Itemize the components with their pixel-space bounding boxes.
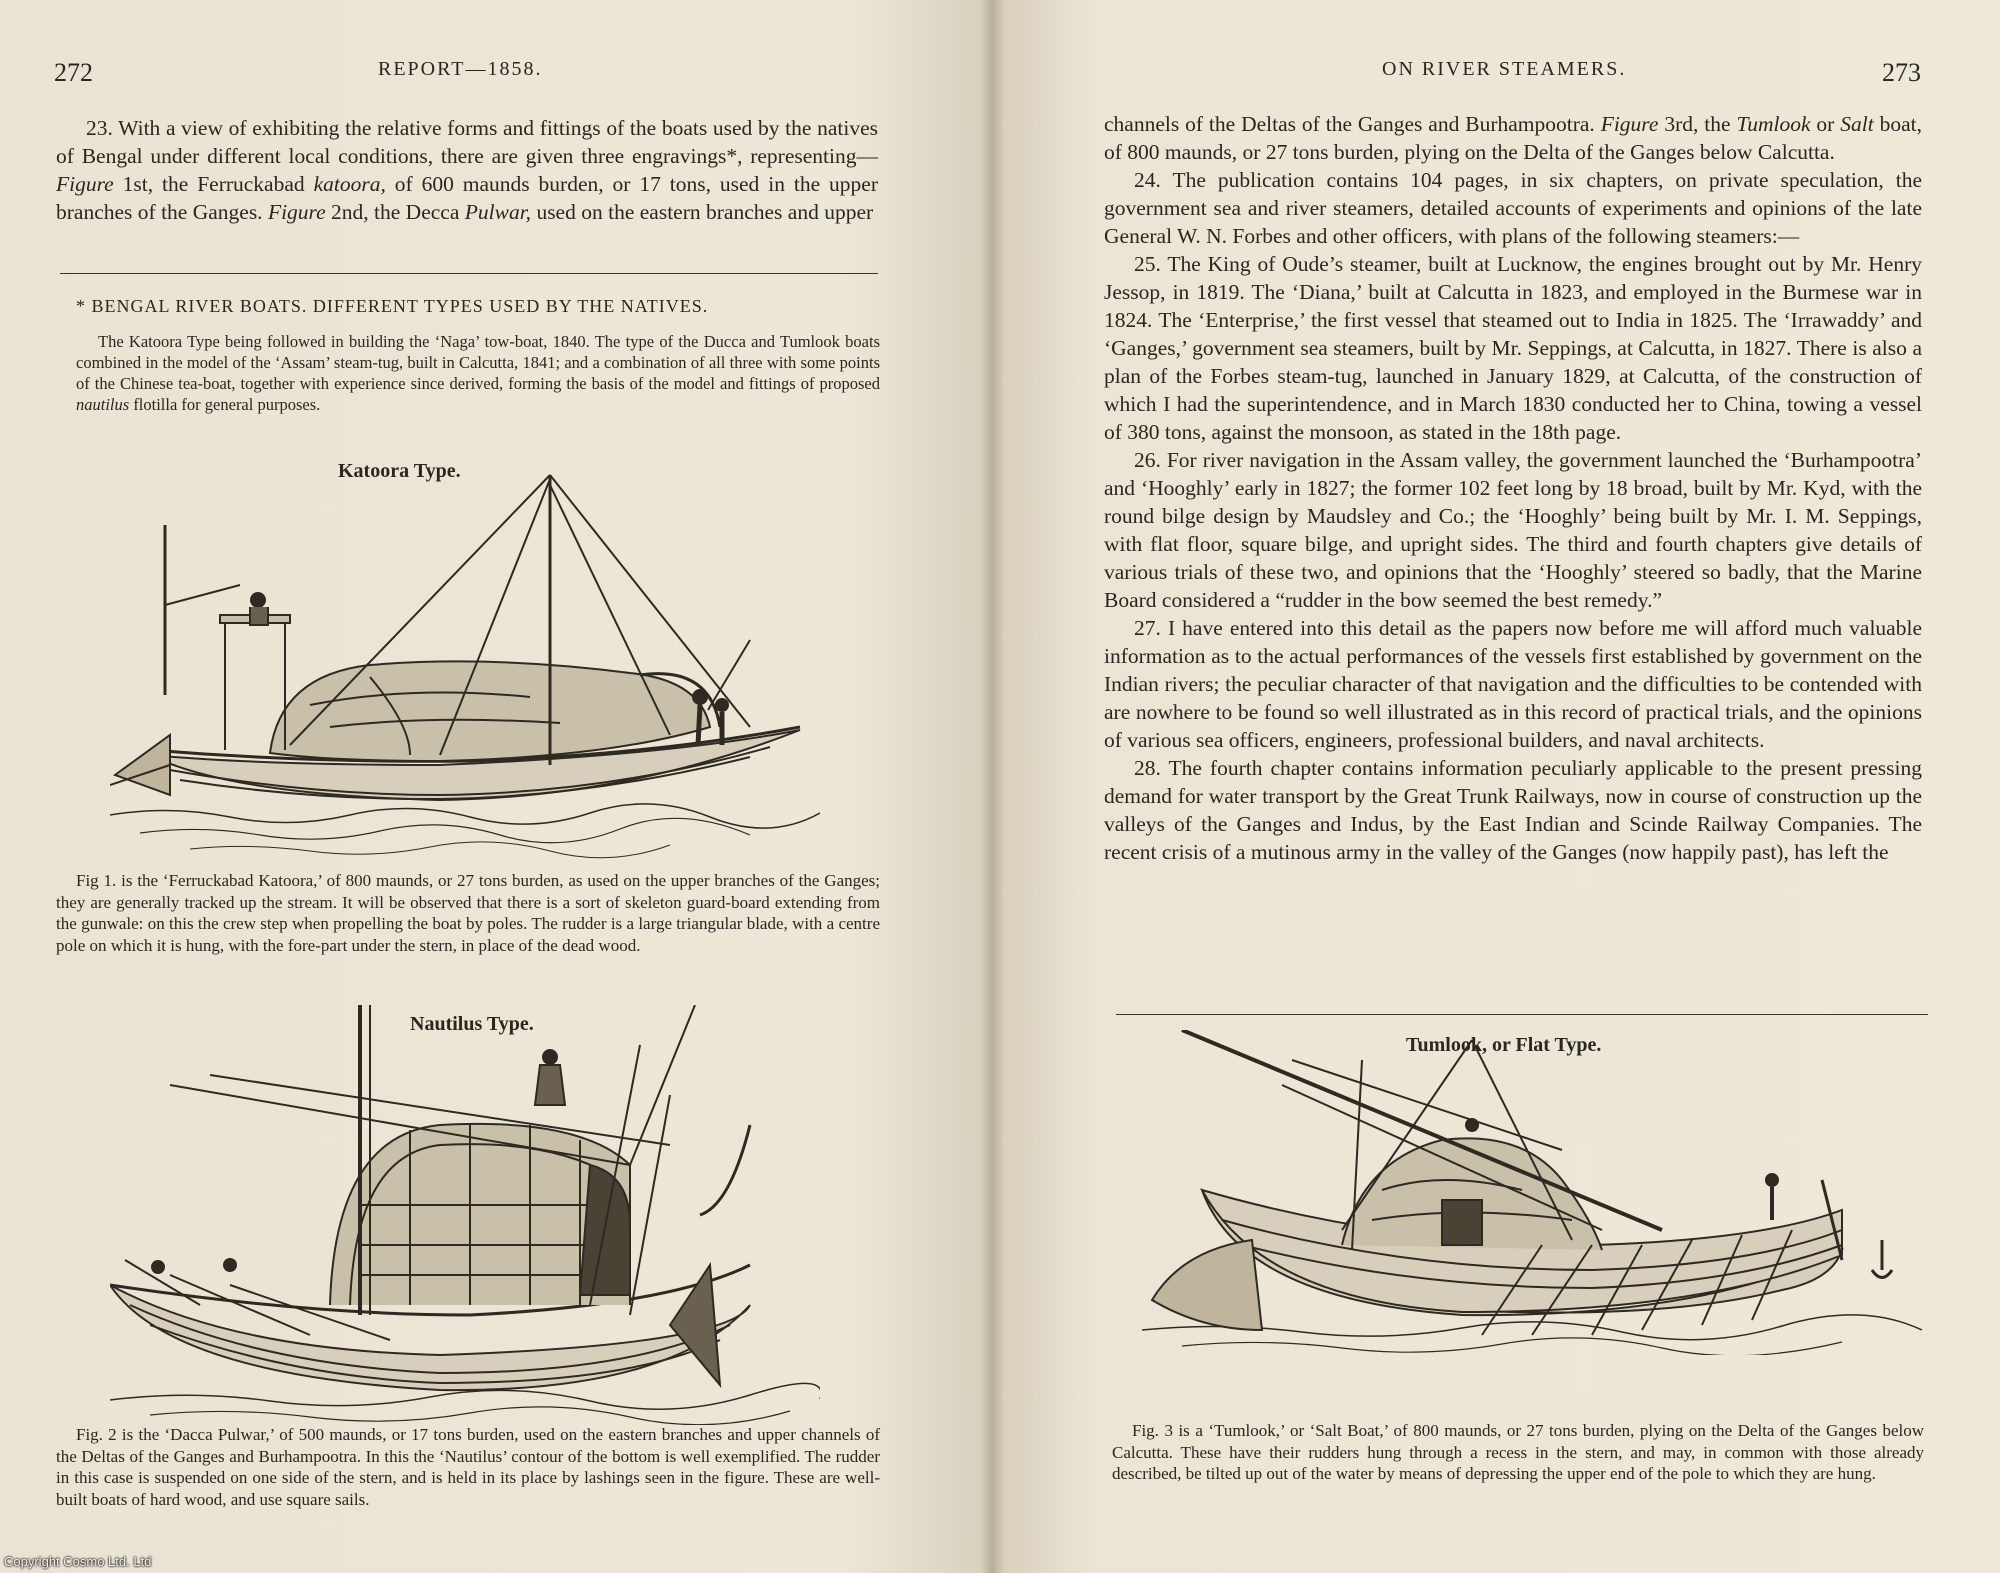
paragraph-23: 23. With a view of exhibiting the relative forms and fittings of the boats used by the natives of Bengal under different local conditions, there are given three engravings*, representing—Figure 1st, the Ferruckabad katoora, of 600 maunds burden, or 17 tons, used in the upper branches of the Ganges. Figure 2nd, the Decca Pulwar, used on the eastern branches and upper <box>56 116 878 224</box>
paragraph-28: 28. The fourth chapter contains information peculiarly applicable to the present pressing demand for water transport by the Great Trunk Railways, now in course of construction up the valleys of the Ganges and Indus, by the East Indian and Scinde Railway Companies. The recent crisis of a mutinous army in the valley of the Ganges (now happily past), has left the <box>1104 756 1922 864</box>
running-header: REPORT—1858. <box>378 58 543 80</box>
footnote-text: The Katoora Type being followed in building the ‘Naga’ tow-boat, 1840. The type of the Ducca and Tumlook boats combined in the model of the ‘Assam’ steam-tug, built in Calcutta, 1841; and a combination of all three with some points of the Chinese tea-boat, together with experience since derived, forming the basis of the model and fittings of proposed nautilus flotilla for general purposes. <box>76 332 880 414</box>
paragraph-26: 26. For river navigation in the Assam valley, the government launched the ‘Burhampootra’ and ‘Hooghly’ early in 1827; the former 102 feet long by 18 broad, built by Mr. Kyd, with the round bilge design by Maudsley and Co.; the ‘Hooghly’ being built by Mr. I. M. Seppings, with flat floor, square bilge, and upright sides. The third and fourth chapters give details of various trials of these two, and opinions that the ‘Hooghly’ steered so badly, that the Marine Board considered a “rudder in the bow seemed the best remedy.” <box>1104 448 1922 612</box>
figure-1-caption: Fig 1. is the ‘Ferruckabad Katoora,’ of 800 maunds, or 27 tons burden, as used on the upper branches of the Ganges; they are generally tracked up the stream. It will be observed that there is a sort of skeleton guard-board extending from the gunwale: on this the crew step when propelling the boat by poles. The rudder is a large triangular blade, with a centre pole on which it is hung, with the fore-part under the stern, in place of the dead wood. <box>56 871 880 955</box>
figure-3-title: Tumlook, or Flat Type. <box>1406 1034 1602 1056</box>
right-body-text: channels of the Deltas of the Ganges and Burhampootra. Figure 3rd, the Tumlook or Salt boat, of 800 maunds, or 27 tons burden, plying on the Delta of the Ganges below Calcutta. 24. The publication contains 104 pages, in six chapters, on private speculation, the government sea and river steamers, detailed accounts of experiments and opinions of the late General W. N. Forbes and other officers, with plans of the following steamers:— 25. The King of Oude’s steamer, built at Lucknow, the engines brought out by Mr. Henry Jessop, in 1819. The ‘Diana,’ built at Calcutta in 1823, and employed in the Burmese war in 1824. The ‘Enterprise,’ the first vessel that steamed out to India in 1825. The ‘Irrawaddy’ and ‘Ganges,’ government sea steamers, built by Mr. Seppings, at Calcutta, in 1827. There is also a plan of the Forbes steam-tug, launched in January 1829, at Calcutta, of the construction of which I had the superintendence, and in March 1830 conducted her to China, towing a vessel of 380 tons, against the monsoon, as stated in the 18th page. 26. For river navigation in the Assam valley, the government launched the ‘Burhampootra’ and ‘Hooghly’ early in 1827; the former 102 feet long by 18 broad, built by Mr. Kyd, with the round bilge design by Maudsley and Co.; the ‘Hooghly’ being built by Mr. I. M. Seppings, with flat floor, square bilge, and upright sides. The third and fourth chapters give details of various trials of these two, and opinions that the ‘Hooghly’ steered so badly, that the Marine Board considered a “rudder in the bow seemed the best remedy.” 27. I have entered into this detail as the papers now before me will afford much valuable information as to the actual performances of the vessels first established by government on the Indian rivers; the peculiar character of that navigation and the difficulties to be contended with are nowhere to be found so well illustrated as in this record of practical trials, and the opinions of various sea officers, engineers, professional builders, and naval architects. 28. The fourth chapter contains information peculiarly applicable to the present pressing demand for water transport by the Great Trunk Railways, now in course of construction up the valleys of the Ganges and Indus, by the East Indian and Scinde Railway Companies. The recent crisis of a mutinous army in the valley of the Ganges (now happily past), has left the <box>1104 112 1922 864</box>
figure-2-title: Nautilus Type. <box>410 1013 534 1035</box>
page-number: 272 <box>54 58 93 87</box>
left-page <box>0 0 992 1573</box>
paragraph-24: 24. The publication contains 104 pages, in six chapters, on private speculation, the government sea and river steamers, detailed accounts of experiments and opinions of the late General W. N. Forbes and other officers, with plans of the following steamers:— <box>1104 168 1922 248</box>
running-header: ON RIVER STEAMERS. <box>1382 58 1627 80</box>
figure-rule <box>1116 1014 1928 1015</box>
nautilus-boat-engraving <box>110 1005 820 1425</box>
paragraph-27: 27. I have entered into this detail as the papers now before me will afford much valuable information as to the actual performances of the vessels first established by government on the Indian rivers; the peculiar character of that navigation and the difficulties to be contended with are nowhere to be found so well illustrated as in this record of practical trials, and the opinions of various sea officers, engineers, professional builders, and naval architects. <box>1104 616 1922 752</box>
figure-2-caption: Fig. 2 is the ‘Dacca Pulwar,’ of 500 maunds, or 17 tons burden, used on the eastern branches and upper channels of the Deltas of the Ganges and Burhampootra. In this the ‘Nautilus’ contour of the bottom is well exemplified. The rudder in this case is suspended on one side of the stern, and is held in its place by lashings seen in the figure. These are well-built boats of hard wood, and use square sails. <box>56 1425 880 1509</box>
katoora-boat-engraving <box>110 465 820 860</box>
footnote-heading: * BENGAL RIVER BOATS. DIFFERENT TYPES USED BY THE NATIVES. <box>76 296 709 316</box>
page-number: 273 <box>1882 58 1921 87</box>
figure-3-caption: Fig. 3 is a ‘Tumlook,’ or ‘Salt Boat,’ of 800 maunds, or 27 tons burden, plying on the Delta of the Ganges below Calcutta. These have their rudders hung through a recess in the stern, and may, in common with those already described, be tilted up out of the water by means of depressing the upper end of the pole to which they are hung. <box>1112 1421 1924 1483</box>
tumlook-boat-engraving <box>1142 1030 1922 1355</box>
paragraph-25: 25. The King of Oude’s steamer, built at Lucknow, the engines brought out by Mr. Henry Jessop, in 1819. The ‘Diana,’ built at Calcutta in 1823, and employed in the Burmese war in 1824. The ‘Enterprise,’ the first vessel that steamed out to India in 1825. The ‘Irrawaddy’ and ‘Ganges,’ government sea steamers, built by Mr. Seppings, at Calcutta, in 1827. There is also a plan of the Forbes steam-tug, launched in January 1829, at Calcutta, of the construction of which I had the superintendence, and in March 1830 conducted her to China, towing a vessel of 380 tons, against the monsoon, as stated in the 18th page. <box>1104 252 1922 444</box>
figure-1-title: Katoora Type. <box>338 460 461 482</box>
footnote-rule <box>60 273 878 274</box>
right-page <box>992 0 2000 1573</box>
copyright-watermark: Copyright Cosmo Ltd. Ltd <box>4 1554 152 1569</box>
book-gutter <box>980 0 1004 1573</box>
